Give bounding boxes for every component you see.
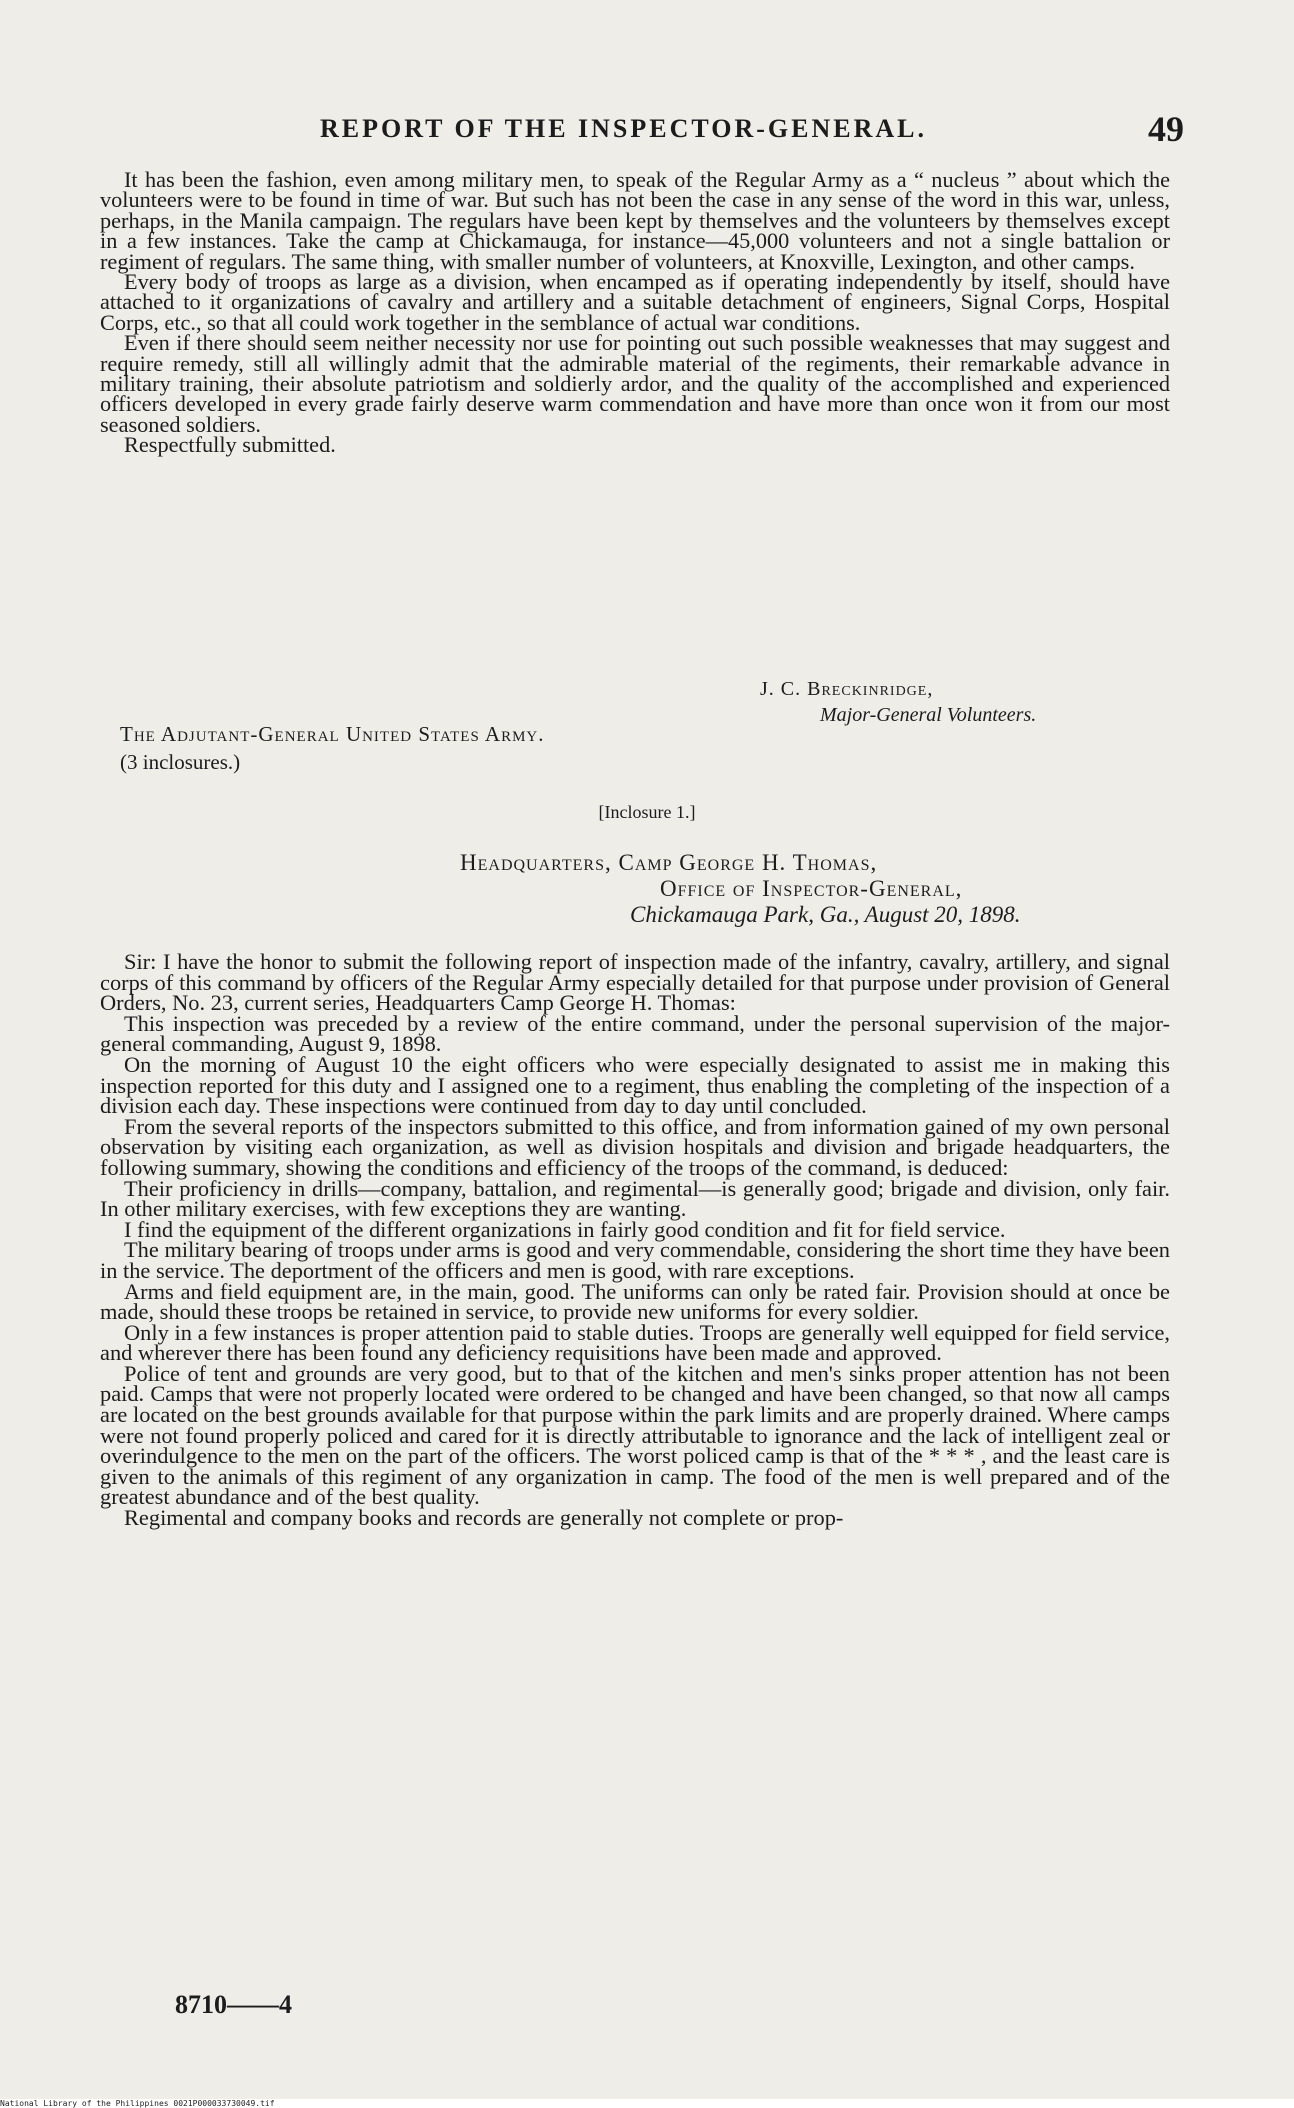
paragraph: Sir: I have the honor to submit the following report of inspection made of the infantry, cavalry, artillery, and signal corps of this command by officers of the Regular Army especially detailed for that purpose under provision of General Orders, No. 23, current series, Headquarters Camp George H. Thomas: [100,949,1170,1016]
addressee: The Adjutant-General United States Army. [120,722,545,746]
running-head: REPORT OF THE INSPECTOR-GENERAL. [320,114,927,143]
paragraph: The military bearing of troops under arms is good and very commendable, considering the short time they have been in the service. The deportment of the officers and men is good, with rare exceptions. [100,1237,1170,1283]
paragraph: This inspection was preceded by a review of the entire command, under the personal supervision of the major-general commanding, August 9, 1898. [100,1010,1170,1057]
letter-body [100,167,1170,458]
report-body [100,949,1170,1531]
paragraph: Even if there should seem neither necessity nor use for pointing out such possible weaknesses that may suggest and require remedy, still all willingly admit that the admirable material of the regiments, their remarkable advance in military training, their absolute patriotism and soldierly ardor, and the quality of the accomplished and experienced officers developed in every grade fairly deserve warm commendation and have more than once won it from our most seasoned soldiers. [100,330,1170,437]
closing: Respectfully submitted. [124,432,336,458]
paragraph: From the several reports of the inspectors submitted to this office, and from information gained of my own personal observation by visiting each organization, as well as division hospitals and division and brigade headquarters, the following summary, showing the conditions and efficiency of the troops of the command, is deduced: [100,1113,1170,1180]
headquarters-line-1: Headquarters, Camp George H. Thomas, [460,850,878,875]
paragraph: Only in a few instances is proper attention paid to stable duties. Troops are generally well equipped for field service, and wherever there has been found any deficiency requisitions have been made and approved. [100,1319,1170,1366]
paragraph: I find the equipment of the different organizations in fairly good condition and fit for field service. [124,1216,1006,1242]
paragraph: Regimental and company books and records are generally not complete or prop- [124,1505,844,1531]
page-number: 49 [1148,109,1184,149]
inclosure-label: [Inclosure 1.] [598,802,696,822]
paragraph: Their proficiency in drills—company, battalion, and regimental—is generally good; brigade and division, only fair. In other military exercises, with few exceptions they are wanting. [100,1175,1170,1222]
signature-mark: 8710——4 [175,1990,292,2019]
paragraph: Every body of troops as large as a division, when encamped as if operating independently by itself, should have attached to it organizations of cavalry and artillery and a suitable detachment of engineers, Signal Corps, Hospital Corps, etc., so that all could work together in the semblance of actual war conditions. [100,269,1170,335]
signature-title: Major-General Volunteers. [820,704,1037,726]
paragraph: It has been the fashion, even among military men, to speak of the Regular Army as a “ nucleus ” about which the volunteers were to be found in time of war. But such has not been the case in any sense of the word in this war, unless, perhaps, in the Manila campaign. The regulars have been kept by themselves and the volunteers by themselves except in a few instances. Take the camp at Chickamauga, for instance—45,000 volunteers and not a single battalion or regiment of regulars. The same thing, with smaller number of volunteers, at Knoxville, Lexington, and other camps. [100,167,1170,274]
page-header [320,108,1184,148]
headquarters-line-3: Chickamauga Park, Ga., August 20, 1898. [630,902,1021,927]
headquarters-line-2: Office of Inspector-General, [660,876,963,901]
headquarters-heading [460,850,1021,928]
signature-name: J. C. Breckinridge, [760,678,934,700]
paragraph: On the morning of August 10 the eight officers who were especially designated to assist me in making this inspection reported for this duty and I assigned one to a regiment, thus enabling the completing of the inspection of a division each day. These inspections were continued from day to day until concluded. [100,1051,1170,1119]
scan-footer: National Library of the Philippines 0021P000033730049.tif [0,2099,1294,2108]
signature-block [760,676,1036,728]
addressee-block [120,720,545,776]
paragraph: Arms and field equipment are, in the main, good. The uniforms can only be rated fair. Provision should at once be made, should these troops be retained in service, to provide new uniforms for every soldier. [100,1278,1170,1325]
inclosures-note: (3 inclosures.) [120,750,241,774]
paragraph: Police of tent and grounds are very good, but to that of the kitchen and men's sinks proper attention has not been paid. Camps that were not properly located were ordered to be changed and have been changed, so that now all camps are located on the best grounds available for that purpose within the park limits and are properly drained. Where camps were not found properly policed and cared for it is directly attributable to ignorance and the lack of intelligent zeal or overindulgence to the men on the part of the officers. The worst policed camp is that of the * * * , and the least care is given to the animals of this regiment of any organization in camp. The food of the men is well prepared and of the greatest abundance and of the best quality. [100,1360,1170,1510]
